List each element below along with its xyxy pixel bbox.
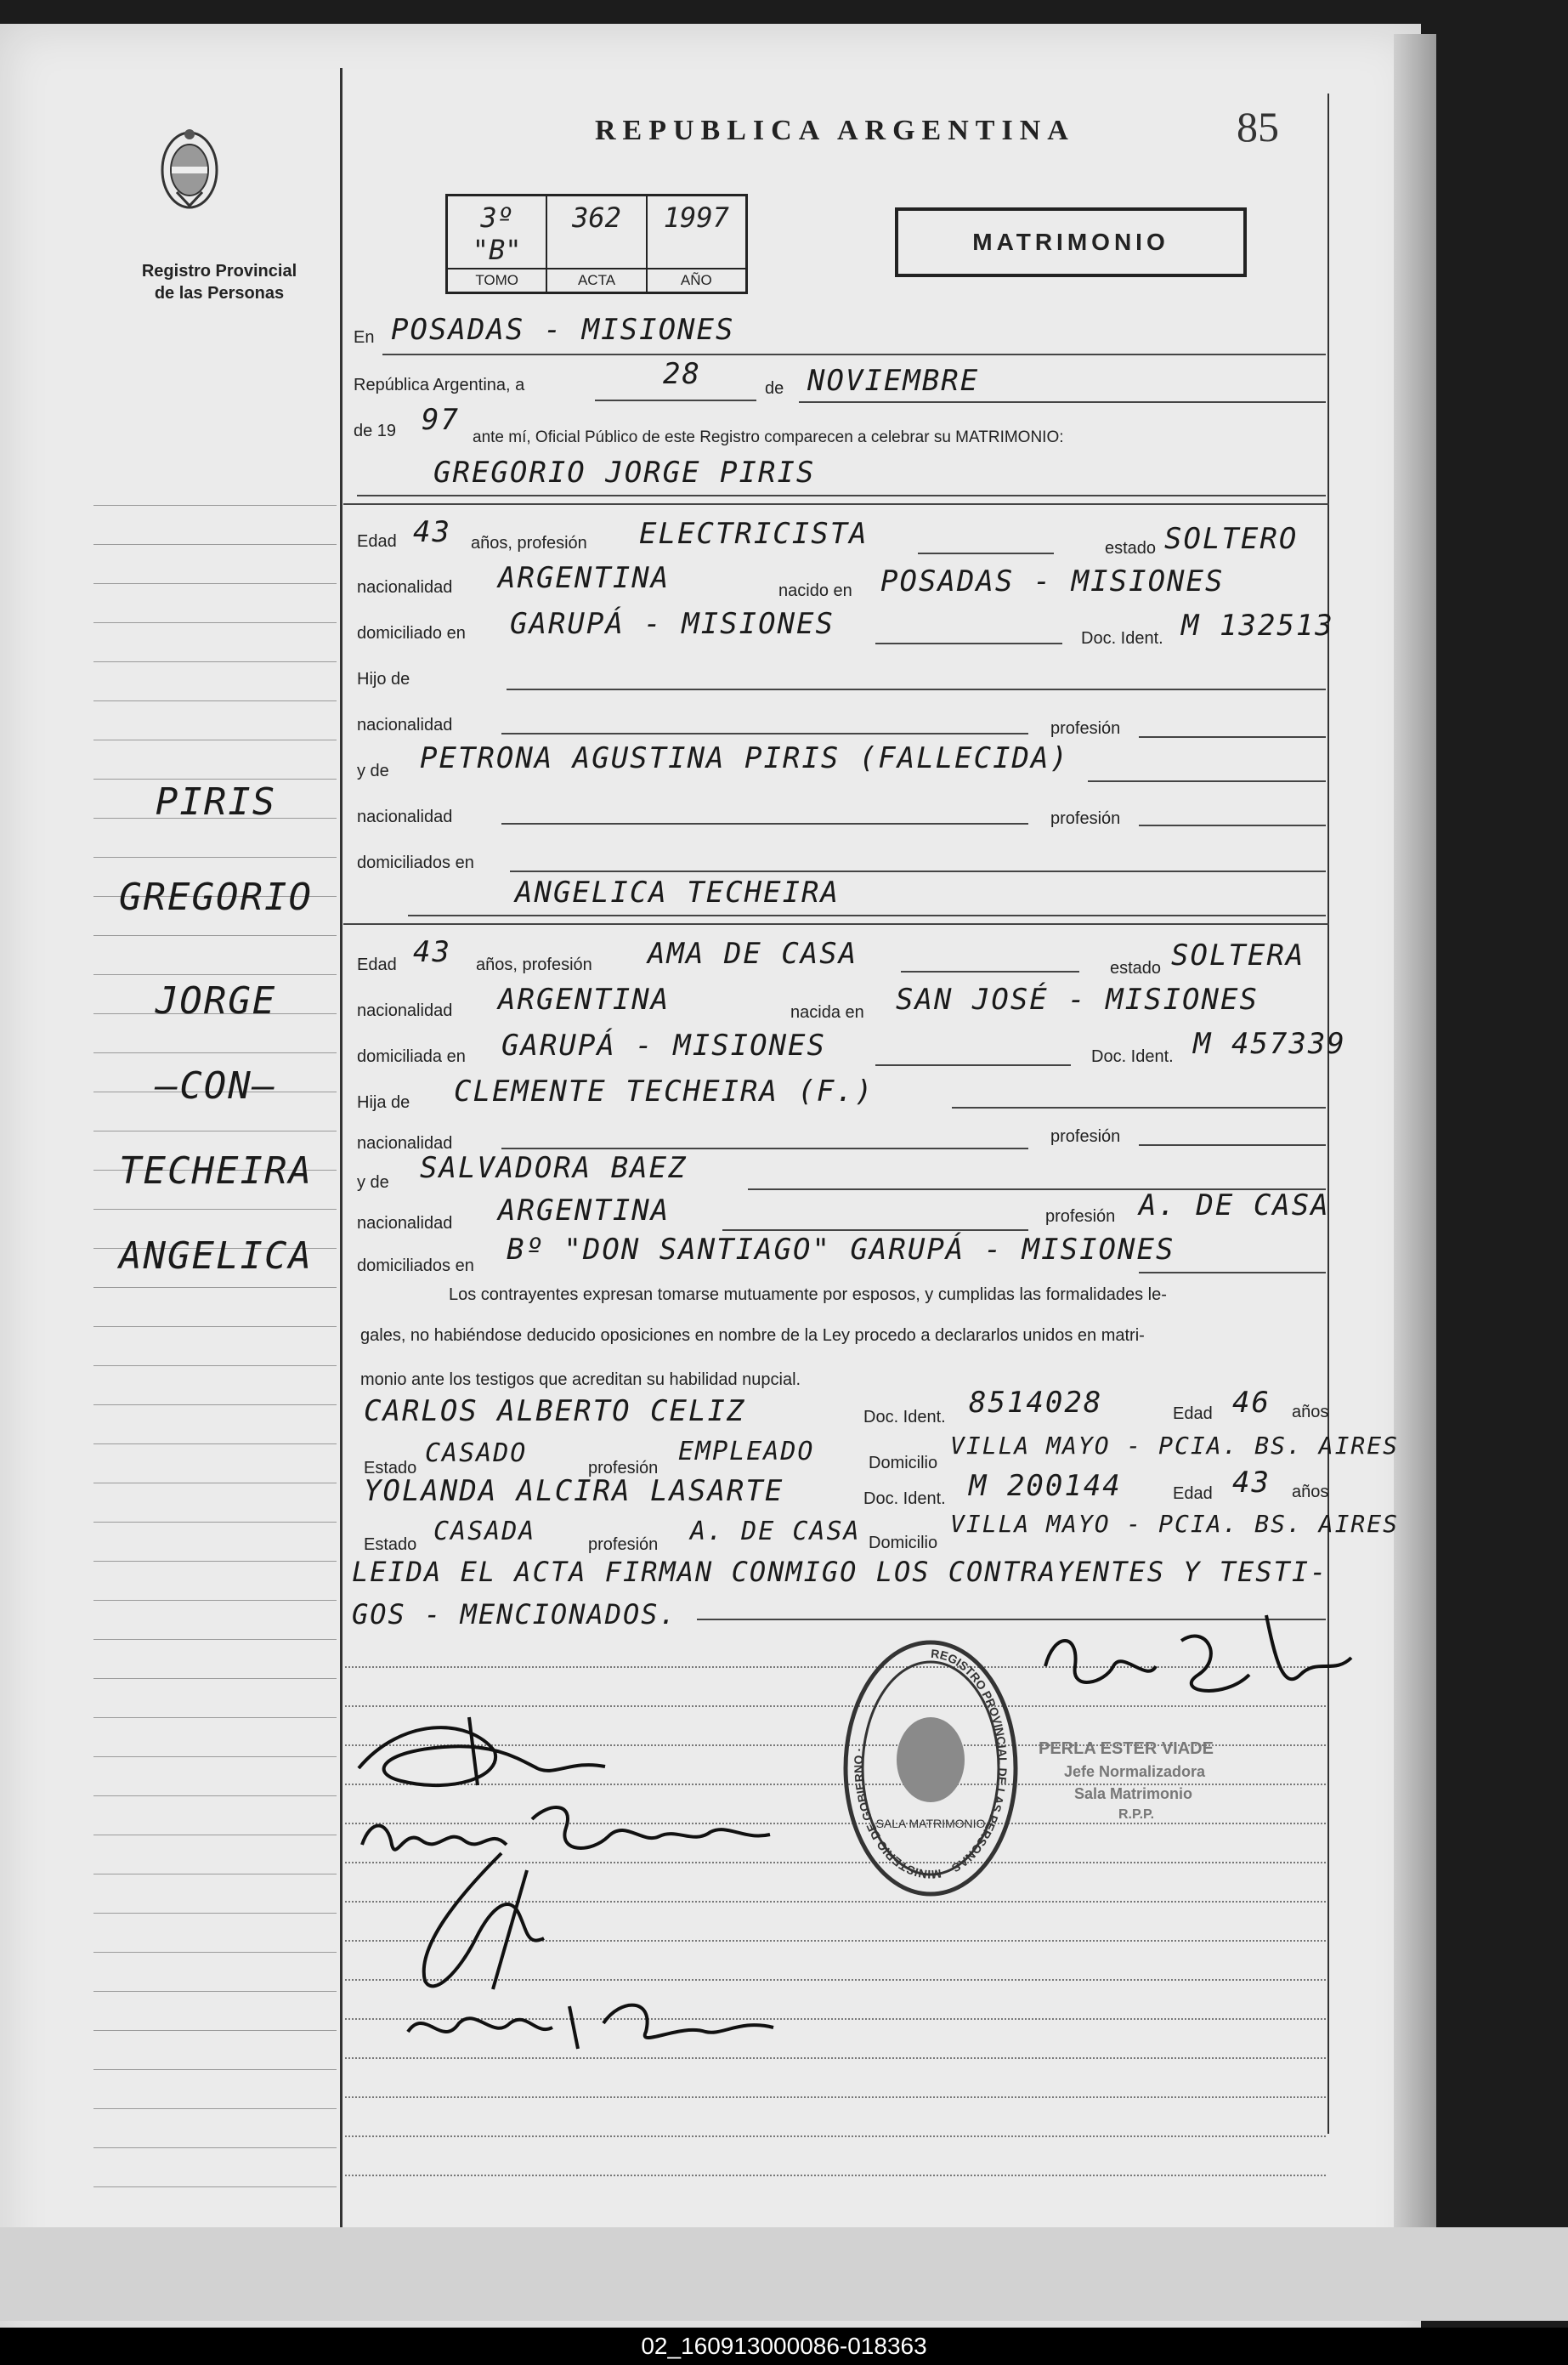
bride-estado: SOLTERA — [1171, 939, 1305, 973]
bride-edad-label: Edad — [357, 956, 397, 974]
margin-ruled-line — [93, 779, 337, 780]
official-title: Jefe Normalizadora — [1064, 1763, 1206, 1780]
margin-ruled-line — [93, 583, 337, 584]
page-edge — [1394, 34, 1436, 2244]
margin-ruled-line — [93, 974, 337, 975]
en-label: En — [354, 328, 375, 347]
margin-ruled-line — [93, 935, 337, 936]
day-line — [595, 400, 756, 401]
margin-name-1: PIRIS — [155, 780, 277, 824]
closing-line1: LEIDA EL ACTA FIRMAN CONMIGO LOS CONTRAYENTES Y TESTI- — [352, 1556, 1328, 1588]
official-abbr: R.P.P. — [1118, 1807, 1155, 1822]
bride-doc-id: M 457339 — [1193, 1027, 1346, 1061]
year-value: 97 — [422, 403, 460, 437]
margin-divider — [340, 68, 342, 2227]
bride-name-line — [408, 915, 1326, 916]
bride-mother: SALVADORA BAEZ — [420, 1151, 688, 1185]
stamp-ring-text: REGISTRO PROVINCIAL DE LAS PERSONAS · MINISTERIO DE GOBIERNO · — [851, 1646, 1010, 1882]
bride-father-prof-line — [1139, 1144, 1326, 1146]
bride-yde-label: y de — [357, 1173, 389, 1192]
margin-ruled-line — [93, 1365, 337, 1366]
section-rule-1 — [343, 503, 1329, 505]
groom-domiciliado-label: domiciliado en — [357, 624, 466, 643]
bride-father-nac-line — [501, 1148, 1028, 1149]
coat-of-arms-icon — [160, 128, 219, 213]
country-title: REPUBLICA ARGENTINA — [595, 115, 1075, 146]
witness1-profesion-label: profesión — [588, 1459, 659, 1477]
witness1-estado-label: Estado — [364, 1459, 417, 1477]
groom-yde-label: y de — [357, 762, 389, 780]
margin-ruled-line — [93, 1404, 337, 1405]
groom-name: GREGORIO JORGE PIRIS — [433, 456, 816, 490]
groom-mother-nacionalidad-label: nacionalidad — [357, 808, 453, 826]
registry-name — [119, 260, 320, 304]
bride-estado-label: estado — [1110, 959, 1162, 978]
stamp-center-text: SALA MATRIMONIO — [875, 1817, 986, 1830]
margin-name-4: —CON— — [155, 1064, 277, 1108]
margin-ruled-line — [93, 2030, 337, 2031]
bride-birthplace: SAN JOSÉ - MISIONES — [896, 983, 1259, 1017]
ano-cell — [648, 196, 745, 292]
body-ruled-line — [345, 2057, 1326, 2059]
image-id-footer: 02_160913000086-018363 — [0, 2328, 1568, 2365]
groom-mother-prof-line — [1139, 825, 1326, 826]
tomo-label: TOMO — [448, 268, 546, 292]
groom-domicile-line — [875, 643, 1062, 644]
witness1-domicile: VILLA MAYO - PCIA. BS. AIRES — [950, 1432, 1400, 1460]
groom-father-prof-line — [1139, 736, 1326, 738]
right-rule — [1327, 94, 1329, 2134]
statement-text: ante mí, Oficial Público de este Registro comparecen a celebrar su MATRIMONIO: — [473, 428, 1064, 446]
witness2-edad-label: Edad — [1173, 1484, 1213, 1503]
margin-ruled-line — [93, 1991, 337, 1992]
margin-name-5: TECHEIRA — [119, 1149, 313, 1193]
groom-mother-profesion-label: profesión — [1050, 809, 1121, 828]
margin-ruled-line — [93, 1952, 337, 1953]
republica-label: República Argentina, a — [354, 376, 525, 394]
margin-ruled-line — [93, 1209, 337, 1210]
bride-nationality: ARGENTINA — [498, 983, 671, 1017]
groom-age: 43 — [413, 515, 451, 549]
groom-parents-domicile-line — [510, 871, 1326, 872]
section-rule-2 — [343, 923, 1329, 925]
ano-label: AÑO — [648, 268, 745, 292]
margin-ruled-line — [93, 1913, 337, 1914]
page-bottom-shadow — [0, 2227, 1568, 2321]
witness2-domicile: VILLA MAYO - PCIA. BS. AIRES — [950, 1510, 1400, 1538]
witness2-name: YOLANDA ALCIRA LASARTE — [364, 1474, 784, 1508]
groom-nationality: ARGENTINA — [498, 561, 671, 595]
groom-edad-label: Edad — [357, 532, 397, 551]
groom-anos-label: años, profesión — [471, 534, 587, 553]
groom-mother-nac-line — [501, 823, 1028, 825]
witness2-estado-label: Estado — [364, 1535, 417, 1554]
acta-label: ACTA — [547, 268, 645, 292]
tomo-value: 3º "B" — [472, 201, 522, 266]
margin-name-2: GREGORIO — [119, 876, 313, 919]
witness1-estado: CASADO — [425, 1438, 528, 1468]
groom-nacido-label: nacido en — [778, 581, 852, 600]
margin-ruled-line — [93, 2069, 337, 2070]
witness1-edad-label: Edad — [1173, 1404, 1213, 1423]
bride-father-nacionalidad-label: nacionalidad — [357, 1134, 453, 1153]
place-value: POSADAS - MISIONES — [391, 313, 735, 347]
groom-birthplace: POSADAS - MISIONES — [880, 564, 1225, 598]
margin-ruled-line — [93, 505, 337, 506]
bride-parents-domicile-label: domiciliados en — [357, 1256, 474, 1275]
witness2-anos-label: años — [1292, 1483, 1329, 1501]
bride-age: 43 — [413, 935, 451, 969]
margin-ruled-line — [93, 1678, 337, 1679]
body-ruled-line — [345, 2096, 1326, 2098]
margin-ruled-line — [93, 1522, 337, 1523]
witness1-signature — [399, 1845, 569, 1998]
bride-nacionalidad-label: nacionalidad — [357, 1001, 453, 1020]
day-value: 28 — [663, 357, 701, 391]
declaration-line3: monio ante los testigos que acreditan su habilidad nupcial. — [360, 1370, 801, 1389]
margin-ruled-line — [93, 2186, 337, 2187]
groom-father-profesion-label: profesión — [1050, 719, 1121, 738]
groom-estado-label: estado — [1105, 539, 1157, 558]
witness2-domicilio-label: Domicilio — [869, 1534, 938, 1552]
groom-profession-line — [918, 553, 1054, 554]
bride-mother-nacionalidad-label: nacionalidad — [357, 1214, 453, 1233]
month-line — [799, 401, 1326, 403]
witness2-age: 43 — [1232, 1466, 1271, 1500]
margin-ruled-line — [93, 1639, 337, 1640]
groom-nacionalidad-label: nacionalidad — [357, 578, 453, 597]
acta-cell — [547, 196, 647, 292]
witness1-anos-label: años — [1292, 1403, 1329, 1421]
bride-anos-label: años, profesión — [476, 956, 592, 974]
bride-doc-label: Doc. Ident. — [1091, 1047, 1174, 1066]
bride-parents-domicile: Bº "DON SANTIAGO" GARUPÁ - MISIONES — [507, 1233, 1175, 1267]
bride-mother-profesion-label: profesión — [1045, 1207, 1116, 1226]
margin-ruled-line — [93, 1795, 337, 1796]
margin-ruled-line — [93, 1600, 337, 1601]
acta-value: 362 — [572, 201, 621, 234]
ano-value: 1997 — [663, 201, 729, 234]
groom-mother-line — [1088, 780, 1326, 782]
bride-father: CLEMENTE TECHEIRA (F.) — [454, 1075, 875, 1109]
groom-doc-label: Doc. Ident. — [1081, 629, 1163, 648]
tomo-cell — [448, 196, 547, 292]
groom-father-line — [507, 689, 1326, 690]
margin-ruled-line — [93, 661, 337, 662]
witness1-domicilio-label: Domicilio — [869, 1454, 938, 1472]
de-label: de — [765, 379, 784, 398]
registry-box — [445, 194, 748, 294]
witness1-age: 46 — [1232, 1386, 1271, 1420]
bride-profession: AMA DE CASA — [648, 937, 858, 971]
document-type-box: MATRIMONIO — [895, 207, 1247, 277]
bride-profession-line — [901, 971, 1079, 973]
margin-ruled-line — [93, 1287, 337, 1288]
bride-mother-nationality: ARGENTINA — [498, 1194, 671, 1228]
bride-father-line — [952, 1107, 1326, 1109]
groom-doc-id: M 132513 — [1181, 609, 1334, 643]
margin-name-6: ANGELICA — [119, 1234, 313, 1278]
groom-father-nac-line — [501, 733, 1028, 734]
groom-domicile: GARUPÁ - MISIONES — [510, 607, 835, 641]
witness2-doc-label: Doc. Ident. — [863, 1489, 946, 1508]
bride-domicile-line — [875, 1064, 1071, 1066]
bride-name: ANGELICA TECHEIRA — [515, 876, 840, 910]
declaration-line1: Los contrayentes expresan tomarse mutuamente por esposos, y cumplidas las formalidades le- — [449, 1285, 1167, 1304]
margin-ruled-line — [93, 2147, 337, 2148]
margin-ruled-line — [93, 622, 337, 623]
margin-ruled-line — [93, 1561, 337, 1562]
witness1-profession: EMPLEADO — [678, 1437, 815, 1466]
place-line — [382, 354, 1326, 355]
witness2-doc-id: M 200144 — [969, 1469, 1122, 1503]
groom-estado: SOLTERO — [1164, 522, 1299, 556]
bride-domicile: GARUPÁ - MISIONES — [501, 1029, 826, 1063]
body-ruled-line — [345, 2175, 1326, 2176]
witness2-profession: A. DE CASA — [690, 1517, 861, 1546]
bride-mother-nac-line — [722, 1229, 1028, 1231]
official-office: Sala Matrimonio — [1074, 1785, 1193, 1802]
groom-father-nacionalidad-label: nacionalidad — [357, 716, 453, 734]
margin-ruled-line — [93, 2108, 337, 2109]
margin-ruled-line — [93, 1443, 337, 1444]
margin-name-3: JORGE — [155, 979, 277, 1023]
bride-parents-domicile-line — [1139, 1272, 1326, 1273]
groom-hijo-label: Hijo de — [357, 670, 410, 689]
registry-name-line1: Registro Provincial — [141, 262, 297, 281]
registry-name-line2: de las Personas — [154, 284, 285, 303]
groom-profession: ELECTRICISTA — [639, 517, 869, 551]
de19-label: de 19 — [354, 422, 397, 440]
body-ruled-line — [345, 2135, 1326, 2137]
witness2-profesion-label: profesión — [588, 1535, 659, 1554]
margin-ruled-line — [93, 857, 337, 858]
bride-domiciliada-label: domiciliada en — [357, 1047, 466, 1066]
groom-parents-domicile-label: domiciliados en — [357, 854, 474, 872]
official-name: PERLA ESTER VIADE — [1039, 1739, 1214, 1758]
margin-ruled-line — [93, 1756, 337, 1757]
bride-hija-label: Hija de — [357, 1093, 410, 1112]
bride-father-profesion-label: profesión — [1050, 1127, 1121, 1146]
witness1-name: CARLOS ALBERTO CELIZ — [364, 1394, 746, 1428]
page-number: 85 — [1237, 103, 1279, 150]
official-signature — [1028, 1607, 1368, 1726]
margin-ruled-line — [93, 1052, 337, 1053]
bride-mother-profession: A. DE CASA — [1139, 1188, 1330, 1222]
bride-nacida-label: nacida en — [790, 1003, 864, 1022]
month-value: NOVIEMBRE — [807, 364, 980, 398]
margin-ruled-line — [93, 544, 337, 545]
witness2-estado: CASADA — [433, 1517, 536, 1546]
margin-ruled-line — [93, 1717, 337, 1718]
groom-mother: PETRONA AGUSTINA PIRIS (FALLECIDA) — [420, 741, 1069, 775]
declaration-line2: gales, no habiéndose deducido oposiciones en nombre de la Ley procedo a declararlos unidos en matri- — [360, 1326, 1145, 1345]
groom-name-line — [357, 495, 1326, 496]
witness1-doc-label: Doc. Ident. — [863, 1408, 946, 1426]
closing-line2: GOS - MENCIONADOS. — [352, 1598, 677, 1631]
witness1-doc-id: 8514028 — [969, 1386, 1103, 1420]
margin-ruled-line — [93, 1326, 337, 1327]
margin-ruled-line — [93, 700, 337, 701]
registry-stamp — [837, 1632, 1024, 1904]
witness2-signature — [399, 1989, 782, 2057]
